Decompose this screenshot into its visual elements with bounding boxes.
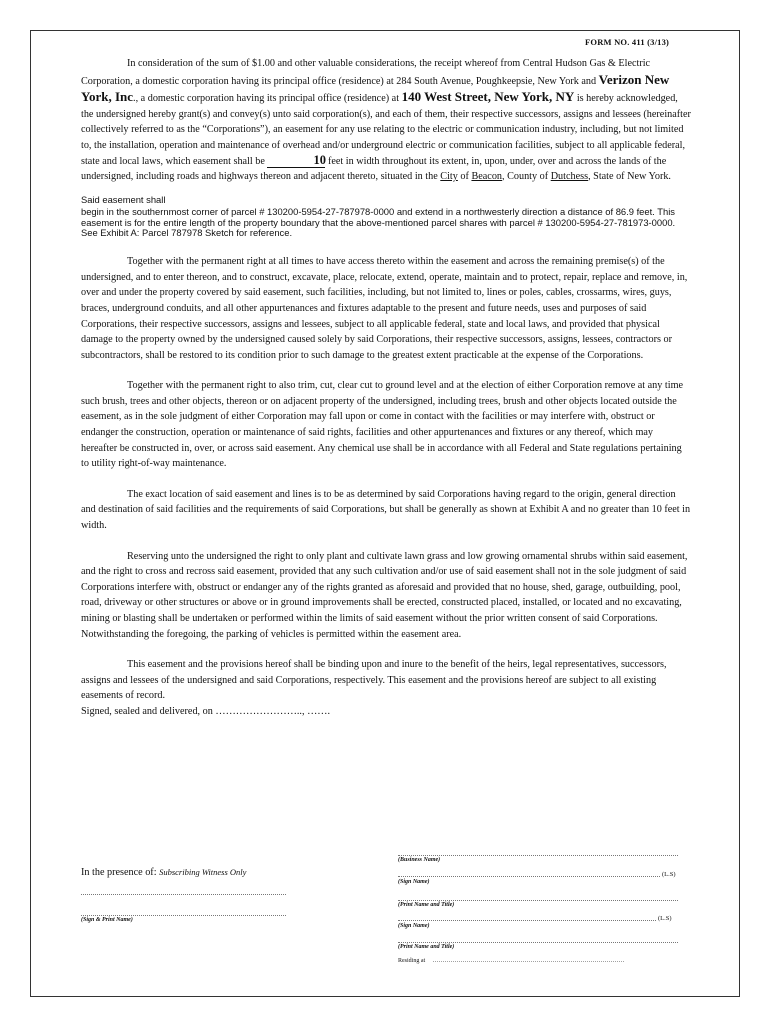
municipality-type: City <box>440 171 458 183</box>
witness-only-note: Subscribing Witness Only <box>159 867 247 877</box>
sign-name-caption-2: (Sign Name) <box>398 923 430 929</box>
ls-mark-1: (L.S) <box>662 871 676 878</box>
p1-text-f: , County of <box>502 171 551 183</box>
ls-mark-2: (L.S) <box>658 915 672 922</box>
trimming-rights-paragraph: Together with the permanent right to also trim, cut, clear cut to ground level and at the election of either Corporation remove at any time such brush, trees and other objects, thereon or on adjacent property of the undersigned, including trees, brush and other objects located outside the easement, as in the sole judgment of either Corporation may fall upon or come in contact with the facilities or may interfere with, obstruct or endanger the construction, operation or maintenance of said rights, facilities and other appurtenances and fixtures or any thereof, which may hereafter be constructed in, over, or across said easement. Any chemical use shall be in accordance with all Federal and State regulations pertaining to utility right-of-way maintenance. <box>81 380 684 470</box>
easement-description: begin in the southernmost corner of parcel # 130200-5954-27-787978-0000 and extend in a northwesterly direction a distance of 86.9 feet. This easement is for the entire length of the property boundary that the above-mentioned parcel shares with parcel # 130200-5954-27-781973-0000. See Exhibit A: Parcel 787978 Sketch for reference. <box>81 205 676 239</box>
presence-label <box>81 867 246 878</box>
spacer <box>81 642 691 657</box>
print-name-title-caption-1: (Print Name and Title) <box>398 902 455 908</box>
sign-name-line-2[interactable] <box>398 920 656 921</box>
print-name-title-caption-2: (Print Name and Title) <box>398 944 455 950</box>
print-name-title-line-2[interactable] <box>398 942 678 943</box>
p1-text-d: feet in width throughout its extent, in, upon, under, over and across the lands of the undersigned, including roads and highways thereon and adjacent thereto, situated in the <box>81 155 667 183</box>
residing-at-line[interactable] <box>398 958 625 964</box>
residing-at-label: Residing at <box>398 958 426 964</box>
witness-caption: (Sign & Print Name) <box>81 917 133 923</box>
easement-width-field: 10 <box>267 154 325 168</box>
print-name-title-line-1[interactable] <box>398 900 678 901</box>
county-name: Dutchess <box>550 171 589 183</box>
spacer <box>81 534 691 549</box>
spacer <box>81 363 691 378</box>
residing-at-dots: …………………………………………………………………………………… <box>432 958 625 964</box>
access-rights-paragraph: Together with the permanent right at all times to have access thereto within the easement and across the remaining premise(s) of the undersigned, and to enter thereon, and to construct, excavate, place, relocate, extend, operate, maintain and to protect, repair, replace and remove, in, over and under the property covered by said easement, such facilities, including, but not limited to, lines or poles, cables, crossarms, wires, guys, braces, underground conduits, and all other appurtenances and fixtures adaptable to the present and future needs, uses and purposes of said Corporations, their respective successors, assigns and lessees, subject to all applicable federal, state and local laws, and provided that physical damage to the property owned by the undersigned caused solely by said Corporations, their respective successors, assigns, lessees, contractors or subcontractors, shall be restored to its condition prior to such damage to the greatest extent practicable at the expense of the Corporations. <box>81 256 688 361</box>
location-paragraph: The exact location of said easement and lines is to be as determined by said Corporations having regard to the origin, general direction and destination of said facilities and the requirements of said Corporations, but shall be generally as shown at Exhibit A and no greater than 10 feet in width. <box>81 488 691 532</box>
business-name-line[interactable] <box>398 855 678 856</box>
p1-text-a: In consideration of the sum of $1.00 and other valuable considerations, the receipt whereof from Central Hudson Gas & Electric Corporation, a domestic corporation having its principal office (residence) at 284 South Avenue, Poughkeepsie, New York and <box>81 58 651 87</box>
binding-paragraph: This easement and the provisions hereof shall be binding upon and inure to the benefit of the heirs, legal representatives, successors, assigns and lessees of the undersigned and said Corporations, respectively. This easement and the provisions hereof are subject to all existing easements of record. <box>81 659 667 702</box>
presence-text: In the presence of: <box>81 867 160 878</box>
spacer <box>81 239 691 254</box>
reservation-paragraph: Reserving unto the undersigned the right to only plant and cultivate lawn grass and low growing ornamental shrubs within said easement, and the right to cross and recross said easement, provided that any such cultivation and/or use of said easement shall not in the sole judgment of said Corporations interfere with, obstruct or endanger any of the rights granted as aforesaid and provided that no house, shed, garage, outbuilding, pool, road, driveway or other structures or above or in ground improvements shall be erected, constructed placed, installed, or located and no excavating, mining or blasting shall be undertaken or performed within the limits of said easement without the prior written consent of said Corporations. Notwithstanding the foregoing, the parking of vehicles is permitted within the easement area. <box>81 550 688 640</box>
signed-sealed-line: Signed, sealed and delivered, on …………………….., ……. <box>81 705 330 717</box>
p1-text-c: is hereby acknowledged, the undersigned hereby grant(s) and convey(s) unto said corporation(s), and each of them, their respective successors, assigns and lessees (hereinafter collectively referred to as the “Corporations”), an easement for any use relating to the electric or communication industry, including, but not limited to, the installation, operation and maintenance of overhead and/or underground electric or communication facilities, subject to all applicable federal, state and local laws, which easement shall be <box>81 93 691 167</box>
consideration-paragraph <box>81 56 691 185</box>
p1-text-e: of <box>457 171 472 183</box>
easement-document-body <box>81 56 691 720</box>
p1-text-g: , State of New York. <box>588 171 671 183</box>
p1-text-b: ., a domestic corporation having its principal office (residence) at <box>133 93 402 105</box>
witness-line-2[interactable] <box>81 915 286 916</box>
easement-heading: Said easement shall <box>81 193 166 205</box>
sign-name-caption-1: (Sign Name) <box>398 879 430 885</box>
grantee-address: 140 West Street, New York, NY <box>401 89 575 105</box>
grantee-company: Verizon New York, Inc <box>81 71 670 105</box>
signature-block <box>81 838 691 978</box>
municipality-name: Beacon <box>471 171 503 183</box>
form-number: FORM NO. 411 (3/13) <box>585 37 670 47</box>
sign-name-line-1[interactable] <box>398 876 660 877</box>
witness-line-1[interactable] <box>81 894 286 895</box>
spacer <box>81 472 691 487</box>
business-name-caption: (Business Name) <box>398 857 441 863</box>
